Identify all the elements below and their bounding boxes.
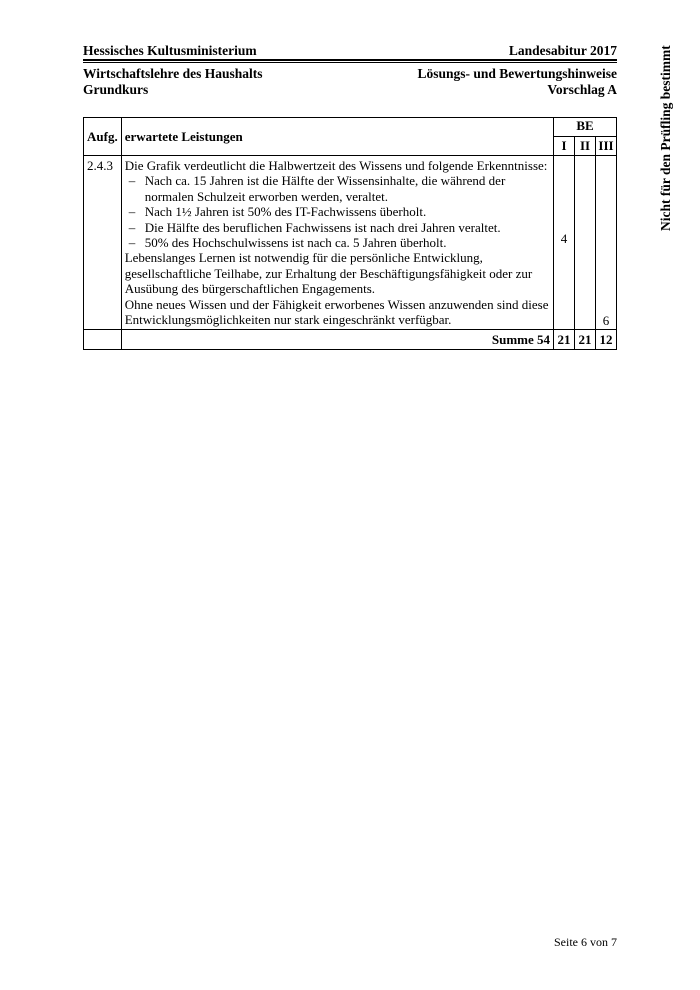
table-row (84, 156, 617, 330)
score-III-cell (596, 156, 617, 330)
col-expected-header: erwartete Leistungen (121, 118, 553, 156)
level-I-header: I (554, 137, 575, 156)
level-II-header: II (575, 137, 596, 156)
paragraph-knowledge: Ohne neues Wissen und der Fähigkeit erworbenes Wissen anzuwenden sind diese Entwicklungsmöglichkeiten nur stark eingeschränkt verfügbar. (124, 296, 549, 328)
intro-text: Die Grafik verdeutlicht die Halbwertzeit des Wissens und folgende Erkenntnisse: (124, 158, 548, 173)
sum-III: 12 (596, 330, 617, 350)
sum-I: 21 (554, 330, 575, 350)
task-number: 2.4.3 (84, 156, 122, 330)
list-item: – 50% des Hochschulwissens ist nach ca. 5 Jahren überholt. (128, 235, 447, 251)
expected-content (121, 156, 553, 330)
list-item: – Nach ca. 15 Jahren ist die Hälfte der Wissensinhalte, die während der normalen Schulzeit erworben werden, veraltet. (128, 173, 506, 204)
ministry-name: Hessisches Kultusministerium (83, 43, 257, 58)
subject-name: Wirtschaftslehre des Haushalts (83, 66, 263, 81)
page-number: Seite 6 von 7 (554, 935, 617, 949)
sum-II: 21 (575, 330, 596, 350)
course-name: Grundkurs (83, 82, 149, 97)
list-item: – Nach 1½ Jahren ist 50% des IT-Fachwissens überholt. (128, 204, 427, 220)
score-I: 4 (560, 231, 568, 246)
exam-title: Landesabitur 2017 (508, 43, 617, 58)
col-be-header: BE (554, 118, 617, 137)
level-III-header: III (596, 137, 617, 156)
score-III: 6 (602, 313, 610, 329)
header-rule (83, 59, 617, 61)
grading-table (83, 117, 617, 350)
bullet-list (125, 173, 550, 250)
header-rule-thin (83, 62, 617, 63)
list-item: – Die Hälfte des beruflichen Fachwissens ist nach drei Jahren veraltet. (128, 219, 501, 235)
sum-row (84, 330, 617, 350)
score-I-cell (554, 156, 575, 330)
col-task-header: Aufg. (84, 118, 122, 156)
sum-label: Summe 54 (121, 330, 553, 350)
table-header-row (84, 118, 617, 137)
score-II-cell (575, 156, 596, 330)
sum-empty-cell (84, 330, 122, 350)
proposal-label: Vorschlag A (547, 82, 617, 97)
document-type: Lösungs- und Bewertungshinweise (417, 66, 617, 81)
paragraph-lifelong-learning: Lebenslanges Lernen ist notwendig für die persönliche Entwicklung, gesellschaftliche Teilhabe, zur Erhaltung der Beschäftigungsfähigkeit oder zur Ausübung des bürgerschaftlichen Engagements. (124, 250, 533, 297)
side-note: Nicht für den Prüfling bestimmt (658, 45, 673, 231)
